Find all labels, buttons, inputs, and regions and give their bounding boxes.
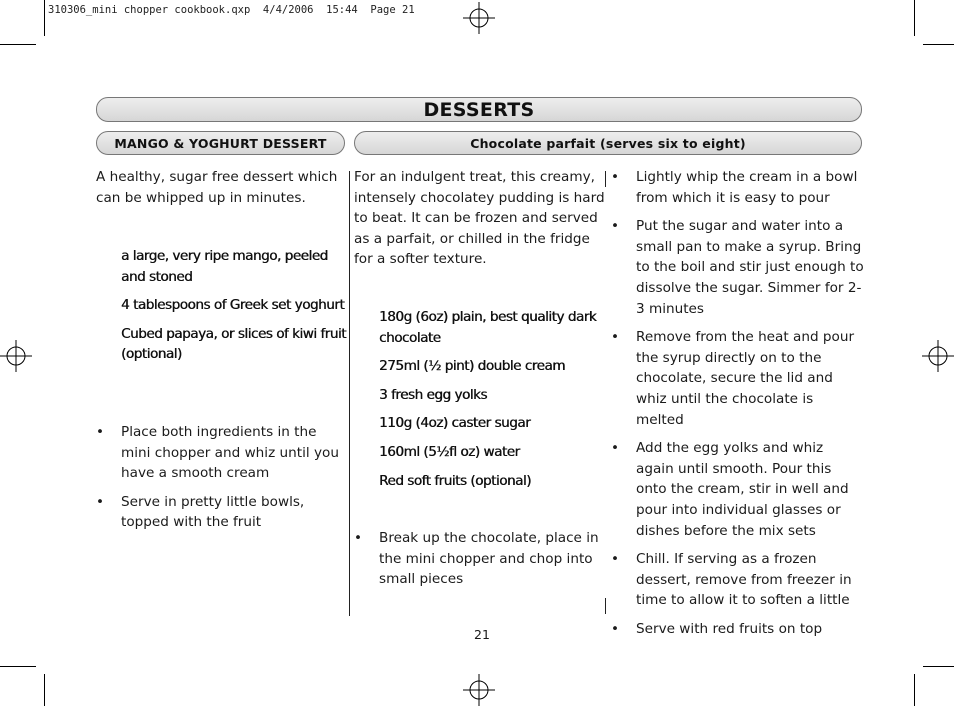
registration-mark-right [922,340,954,372]
step-item: • Remove from the heat and pour the syrup directly on to the chocolate, secure the lid and whiz until the chocolate is melted [611,329,855,428]
ingredient: 3 fresh egg yolks [379,386,487,403]
bullet-icon: • [96,493,105,510]
registration-mark-bottom [463,674,495,706]
ingredient: Red soft fruits (optional) [379,472,531,489]
crop-mark [0,666,36,667]
step-item: • Chill. If serving as a frozen dessert, remove from freezer in time to allow it to soften a little [611,551,852,609]
step-item: • Lightly whip the cream in a bowl from which it is easy to pour [611,169,858,206]
recipe1-steps [96,422,348,541]
crop-mark [0,44,36,45]
recipe2-ingredients [354,307,606,499]
recipe1-intro: A healthy, sugar free dessert which can be whipped up in minutes. [96,169,338,206]
crop-mark [914,674,915,706]
recipe1-ingredients [96,246,348,373]
crop-mark [44,0,45,36]
ingredient: 275ml (½ pint) double cream [379,358,565,375]
page-number: 21 [474,627,490,642]
crop-mark [923,44,954,45]
step-item: • Put the sugar and water into a small pan to make a syrup. Bring to the boil and stir just enough to dissolve the sugar. Simmer for 2-3 minutes [611,218,864,317]
bullet-icon: • [611,551,620,568]
registration-mark-left [0,340,32,372]
bullet-icon: • [96,424,105,440]
recipe2-intro: For an indulgent treat, this creamy, intensely chocolatey pudding is hard to beat. It can be frozen and served as a parfait, or chilled in the fridge for a softer texture. [354,169,605,268]
ingredient: a large, very ripe mango, peeled and stoned [121,248,328,285]
page-title: DESSERTS [96,97,862,122]
ingredient: 160ml (5½fl oz) water [379,443,520,460]
column-divider [349,171,350,616]
recipe1-heading: MANGO & YOGHURT DESSERT [96,131,345,155]
ingredient: 4 tablespoons of Greek set yoghurt [121,297,345,314]
step-item: • Break up the chocolate, place in the mini chopper and chop into small pieces [354,530,599,588]
crop-mark [923,666,954,667]
registration-mark-top [463,2,495,34]
bullet-icon: • [611,620,620,637]
bullet-icon: • [611,218,620,235]
crop-mark [914,0,915,36]
step-item: • Place both ingredients in the mini chopper and whiz until you have a smooth cream [96,424,339,482]
bullet-icon: • [611,440,620,457]
ingredient: 110g (4oz) caster sugar [379,415,531,432]
bullet-icon: • [354,530,363,546]
column-divider [605,598,606,614]
bullet-icon: • [611,169,620,185]
crop-mark [44,674,45,706]
step-item: • Add the egg yolks and whiz again until smooth. Pour this onto the cream, stir in well and pour into individual glasses or dishes before the mix sets [611,440,849,539]
recipe2-steps-a [354,528,606,598]
step-item: • Serve in pretty little bowls, topped with the fruit [96,493,305,531]
bullet-icon: • [611,329,620,346]
ingredient: 180g (6oz) plain, best quality dark chocolate [379,309,597,346]
recipe2-heading: Chocolate parfait (serves six to eight) [354,131,862,155]
file-slug: 310306_mini chopper cookbook.qxp 4/4/2006 15:44 Page 21 [48,4,415,16]
ingredient: Cubed papaya, or slices of kiwi fruit (optional) [121,325,346,363]
step-item: • Serve with red fruits on top [611,619,865,640]
recipe2-steps-b [611,167,865,647]
